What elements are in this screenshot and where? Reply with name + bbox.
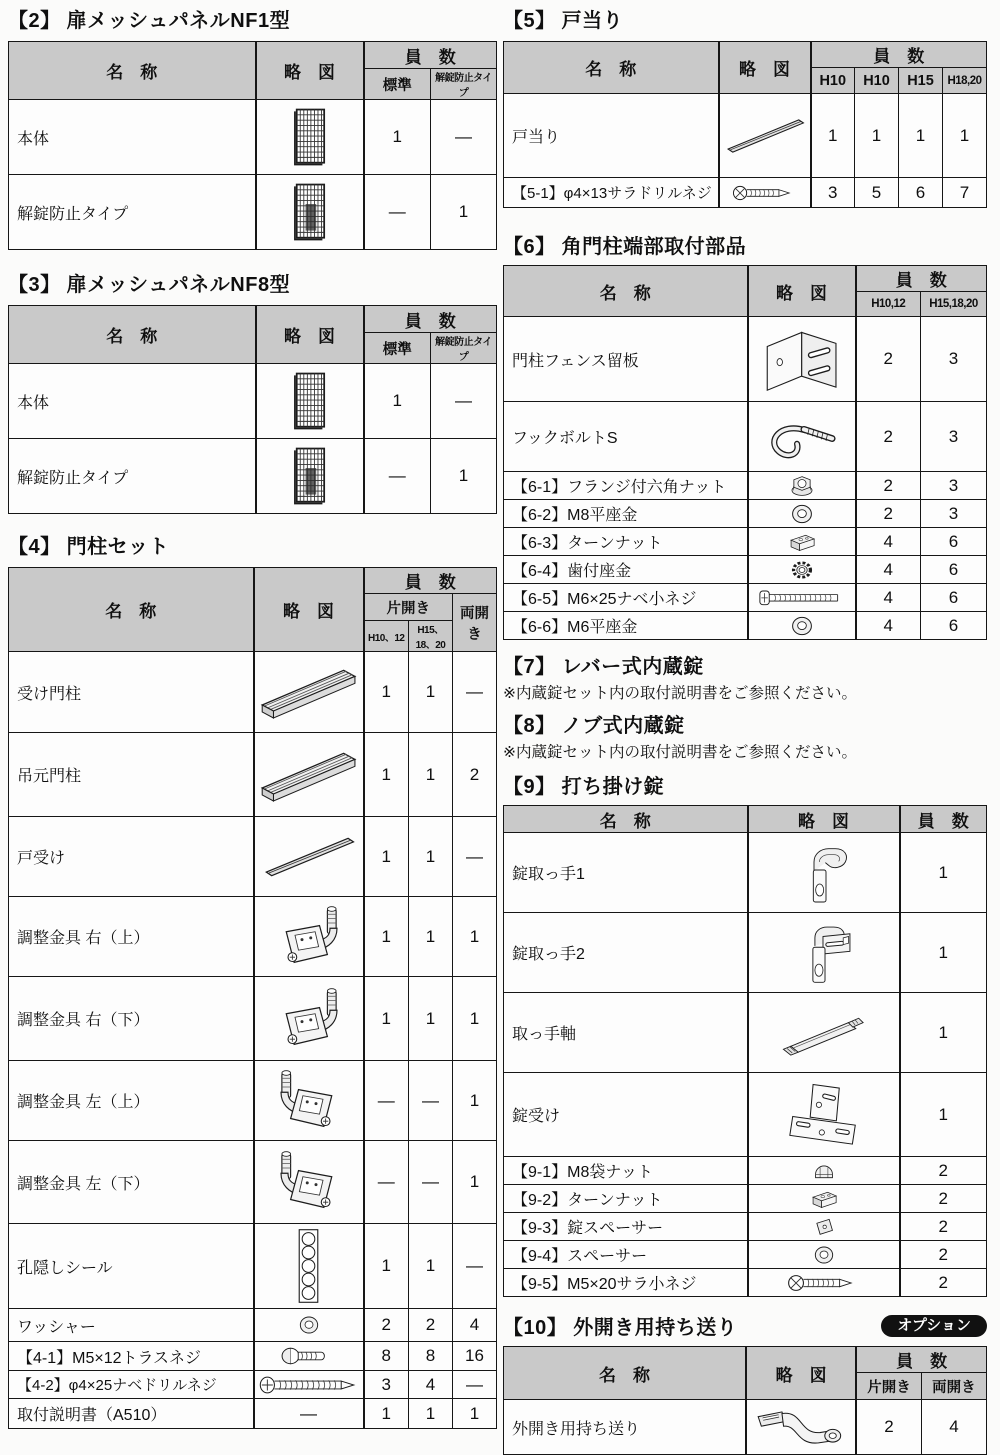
part-qty: 3 xyxy=(364,1371,409,1399)
part-name: 【9-2】ターンナット xyxy=(504,1185,748,1213)
col-header-h15: H15 xyxy=(899,68,943,94)
col-header-qty: 員 数 xyxy=(364,42,497,69)
post-bar-icon xyxy=(257,747,361,803)
part-name: 【9-4】スペーサー xyxy=(504,1241,748,1269)
col-header-h10b: H10 xyxy=(855,68,899,94)
part-name: 孔隠しシール xyxy=(9,1224,254,1309)
part-name: 錠取っ手2 xyxy=(504,913,748,993)
table-row xyxy=(504,94,987,178)
part-qty: — xyxy=(364,1141,409,1224)
col-header-qty: 員 数 xyxy=(364,306,497,333)
part-qty: 1 xyxy=(364,733,409,817)
right-column xyxy=(503,0,987,1455)
part-qty: 2 xyxy=(409,1309,453,1342)
col-header-single-swing: 片開き xyxy=(856,1373,921,1400)
washer-icon xyxy=(297,1313,321,1337)
part-name: 調整金具 右（上） xyxy=(9,897,254,977)
part-qty: 1 xyxy=(364,1399,409,1429)
table-row xyxy=(9,897,497,977)
part-name: 取付説明書（A510） xyxy=(9,1399,254,1429)
part-qty: 2 xyxy=(856,1400,921,1455)
table-row xyxy=(504,612,987,640)
part-name: フックボルトS xyxy=(504,402,748,472)
washer-icon xyxy=(789,613,815,639)
part-qty: — xyxy=(453,817,497,897)
part-qty: 3 xyxy=(921,472,987,500)
part-qty: 1 xyxy=(409,977,453,1061)
col-header-single-swing: 片開き xyxy=(364,594,453,621)
part-name: 錠受け xyxy=(504,1073,748,1157)
table-row xyxy=(9,1371,497,1399)
part-name: 外開き用持ち送り xyxy=(504,1400,747,1455)
part-qty: 2 xyxy=(900,1185,987,1213)
part-name: 【5-1】φ4×13サラドリルネジ xyxy=(504,178,719,208)
table-row xyxy=(504,556,987,584)
part-qty: 6 xyxy=(899,178,943,208)
part-qty: 7 xyxy=(943,178,987,208)
flat-screw-icon xyxy=(732,184,798,202)
part-qty: 1 xyxy=(431,175,497,250)
parts-table-doorstop xyxy=(503,41,987,208)
table-row xyxy=(9,977,497,1061)
turn-nut-icon xyxy=(807,1188,841,1210)
part-qty: 8 xyxy=(364,1342,409,1371)
table-row xyxy=(504,1269,987,1297)
part-qty: 6 xyxy=(921,612,987,640)
parts-table-nf1 xyxy=(8,41,497,250)
post-bar-icon xyxy=(257,664,361,720)
col-header-qty: 員 数 xyxy=(856,266,987,292)
part-name: 吊元門柱 xyxy=(9,733,254,817)
part-qty: — xyxy=(453,652,497,733)
part-name: 【9-3】錠スペーサー xyxy=(504,1213,748,1241)
part-qty: — xyxy=(364,1061,409,1141)
part-name: 錠取っ手1 xyxy=(504,833,748,913)
part-qty: 1 xyxy=(409,817,453,897)
part-qty: 3 xyxy=(921,317,987,402)
section-8-note: ※内蔵錠セット内の取付説明書をご参照ください。 xyxy=(503,744,857,761)
diagram-dash: — xyxy=(254,1399,364,1429)
lock-handle-1-icon xyxy=(794,837,854,909)
part-qty: 1 xyxy=(364,897,409,977)
part-qty: 4 xyxy=(856,584,921,612)
col-header-name: 名 称 xyxy=(9,568,254,652)
part-qty: — xyxy=(453,1371,497,1399)
section-10-title: 【10】 外開き用持ち送り xyxy=(503,1317,738,1339)
seal-strip-icon xyxy=(295,1227,322,1305)
table-row xyxy=(504,913,987,993)
col-header-h10: H10 xyxy=(811,68,855,94)
part-qty: 1 xyxy=(364,364,431,439)
striker-plate-icon xyxy=(784,1080,864,1150)
table-row xyxy=(504,1400,987,1455)
part-name: 解錠防止タイプ xyxy=(9,175,256,250)
part-qty: 4 xyxy=(856,556,921,584)
section-5-title: 【5】 戸当り xyxy=(503,10,624,32)
option-badge: オプション xyxy=(881,1315,987,1337)
table-row xyxy=(9,100,497,175)
section-7-note: ※内蔵錠セット内の取付説明書をご参照ください。 xyxy=(503,685,857,702)
part-qty: 2 xyxy=(856,402,921,472)
part-qty: 1 xyxy=(811,94,855,178)
table-row xyxy=(9,364,497,439)
col-header-h18-20: H18,20 xyxy=(943,68,987,94)
table-row xyxy=(9,1309,497,1342)
col-header-standard: 標準 xyxy=(364,333,431,364)
col-header-diagram: 略 図 xyxy=(748,806,900,833)
part-name: 受け門柱 xyxy=(9,652,254,733)
table-row xyxy=(9,1399,497,1429)
section-9-title: 【9】 打ち掛け錠 xyxy=(503,776,665,798)
part-qty: 6 xyxy=(921,584,987,612)
part-qty: 16 xyxy=(453,1342,497,1371)
part-qty: — xyxy=(364,439,431,514)
table-row xyxy=(504,1185,987,1213)
part-qty: 1 xyxy=(899,94,943,178)
part-qty: — xyxy=(364,175,431,250)
col-header-diagram: 略 図 xyxy=(748,266,856,317)
section-7-title: 【7】 レバー式内蔵錠 xyxy=(503,656,704,678)
parts-table-outswing-bracket xyxy=(503,1346,987,1455)
hinge-right-icon xyxy=(265,902,353,972)
table-row xyxy=(504,500,987,528)
left-column xyxy=(8,0,496,1429)
section-3-title: 【3】 扉メッシュパネルNF8型 xyxy=(8,274,291,296)
col-header-name: 名 称 xyxy=(9,42,256,100)
bracket-L-icon xyxy=(761,323,843,395)
lock-handle-2-icon xyxy=(792,917,856,989)
pan-screw-icon xyxy=(757,588,847,607)
col-header-h15-18-20: H15、18、20 xyxy=(409,621,453,652)
part-qty: — xyxy=(453,1224,497,1309)
part-qty: 4 xyxy=(921,1400,986,1455)
part-qty: 4 xyxy=(453,1309,497,1342)
parts-table-nf8 xyxy=(8,305,497,514)
mesh-panel-icon xyxy=(290,370,330,432)
part-name: 【9-1】M8袋ナット xyxy=(504,1157,748,1185)
hinge-left-icon xyxy=(265,1147,353,1217)
table-row xyxy=(504,528,987,556)
table-row xyxy=(9,652,497,733)
table-row xyxy=(9,175,497,250)
section-10-header xyxy=(503,1311,987,1340)
parts-table-corner-post xyxy=(503,265,987,640)
part-qty: 1 xyxy=(409,652,453,733)
table-row xyxy=(9,439,497,514)
part-name: 戸受け xyxy=(9,817,254,897)
part-qty: 5 xyxy=(855,178,899,208)
col-header-name: 名 称 xyxy=(504,42,719,94)
part-qty: 2 xyxy=(856,472,921,500)
part-qty: 1 xyxy=(364,100,431,175)
col-header-antiunlock: 解錠防止タイプ xyxy=(431,69,497,100)
part-qty: 1 xyxy=(900,913,987,993)
col-header-diagram: 略 図 xyxy=(254,568,364,652)
washer-icon xyxy=(789,501,815,527)
table-row xyxy=(9,1342,497,1371)
col-header-name: 名 称 xyxy=(504,1347,747,1400)
part-qty: 4 xyxy=(856,528,921,556)
part-name: 【6-4】歯付座金 xyxy=(504,556,748,584)
col-header-diagram: 略 図 xyxy=(256,42,364,100)
section-6-title: 【6】 角門柱端部取付部品 xyxy=(503,236,747,258)
col-header-name: 名 称 xyxy=(504,266,748,317)
tooth-washer-icon xyxy=(787,557,817,583)
col-header-h15-18-20: H15,18,20 xyxy=(921,292,987,317)
parts-table-gatepost-set xyxy=(8,567,497,1429)
turn-nut-icon xyxy=(785,531,819,553)
part-qty: 1 xyxy=(409,897,453,977)
part-qty: — xyxy=(409,1061,453,1141)
mesh-panel-dark-icon xyxy=(290,181,330,243)
section-2-title: 【2】 扉メッシュパネルNF1型 xyxy=(8,10,291,32)
col-header-qty: 員 数 xyxy=(856,1347,986,1373)
table-row xyxy=(504,472,987,500)
part-name: 【6-6】M6平座金 xyxy=(504,612,748,640)
part-name: 取っ手軸 xyxy=(504,993,748,1073)
part-qty: 2 xyxy=(900,1241,987,1269)
part-qty: 1 xyxy=(453,1141,497,1224)
col-header-double-swing: 両開き xyxy=(453,594,497,652)
col-header-qty: 員 数 xyxy=(364,568,497,594)
col-header-qty: 員 数 xyxy=(900,806,987,833)
table-row xyxy=(504,178,987,208)
col-header-double-swing: 両開き xyxy=(921,1373,986,1400)
part-qty: — xyxy=(409,1141,453,1224)
hinge-right-icon xyxy=(265,984,353,1054)
part-name: 調整金具 左（上） xyxy=(9,1061,254,1141)
col-header-diagram: 略 図 xyxy=(719,42,811,94)
part-qty: 1 xyxy=(943,94,987,178)
table-row xyxy=(9,1061,497,1141)
table-row xyxy=(504,833,987,913)
flat-screw-icon xyxy=(787,1273,861,1293)
cap-nut-icon xyxy=(811,1160,837,1181)
part-qty: 6 xyxy=(921,556,987,584)
part-qty: 4 xyxy=(409,1371,453,1399)
part-qty: 2 xyxy=(453,733,497,817)
part-qty: — xyxy=(431,364,497,439)
col-header-diagram: 略 図 xyxy=(256,306,364,364)
part-qty: 2 xyxy=(364,1309,409,1342)
part-qty: 2 xyxy=(856,500,921,528)
table-row xyxy=(9,733,497,817)
part-name: 【6-2】M8平座金 xyxy=(504,500,748,528)
hinge-left-icon xyxy=(265,1066,353,1136)
truss-screw-icon xyxy=(278,1346,340,1366)
part-qty: 1 xyxy=(453,1399,497,1429)
table-row xyxy=(504,317,987,402)
table-row xyxy=(504,1213,987,1241)
part-name: 【4-2】φ4×25ナベドリルネジ xyxy=(9,1371,254,1399)
parts-table-latch-lock xyxy=(503,805,987,1297)
part-qty: 1 xyxy=(364,652,409,733)
part-qty: 6 xyxy=(921,528,987,556)
hook-bolt-icon xyxy=(762,410,842,464)
part-qty: 8 xyxy=(409,1342,453,1371)
part-qty: 1 xyxy=(453,1061,497,1141)
col-header-h10-12: H10、12 xyxy=(364,621,409,652)
part-name: ワッシャー xyxy=(9,1309,254,1342)
part-qty: 1 xyxy=(364,1224,409,1309)
part-name: 【6-1】フランジ付六角ナット xyxy=(504,472,748,500)
part-qty: 1 xyxy=(900,993,987,1073)
table-row xyxy=(504,1157,987,1185)
spacer-square-icon xyxy=(811,1214,837,1239)
part-qty: 1 xyxy=(453,977,497,1061)
col-header-qty: 員 数 xyxy=(811,42,987,68)
table-row xyxy=(9,1141,497,1224)
part-name: 解錠防止タイプ xyxy=(9,439,256,514)
part-name: 【6-3】ターンナット xyxy=(504,528,748,556)
table-row xyxy=(9,1224,497,1309)
part-name: 門柱フェンス留板 xyxy=(504,317,748,402)
part-qty: 1 xyxy=(431,439,497,514)
table-row xyxy=(9,817,497,897)
handle-shaft-icon xyxy=(776,1006,872,1060)
section-8-title: 【8】 ノブ式内蔵錠 xyxy=(503,715,685,737)
part-name: 【4-1】M5×12トラスネジ xyxy=(9,1342,254,1371)
table-row xyxy=(504,584,987,612)
part-qty: 4 xyxy=(856,612,921,640)
part-qty: 3 xyxy=(811,178,855,208)
part-name: 戸当り xyxy=(504,94,719,178)
part-name: 調整金具 左（下） xyxy=(9,1141,254,1224)
part-name: 【6-5】M6×25ナベ小ネジ xyxy=(504,584,748,612)
part-qty: 3 xyxy=(921,402,987,472)
part-qty: 1 xyxy=(900,1073,987,1157)
part-qty: 1 xyxy=(364,977,409,1061)
part-qty: 1 xyxy=(453,897,497,977)
part-qty: 1 xyxy=(409,1224,453,1309)
part-name: 【9-5】M5×20サラ小ネジ xyxy=(504,1269,748,1297)
part-qty: 1 xyxy=(409,733,453,817)
table-row xyxy=(504,1241,987,1269)
part-qty: 1 xyxy=(409,1399,453,1429)
col-header-name: 名 称 xyxy=(9,306,256,364)
carry-arm-icon xyxy=(753,1404,849,1450)
col-header-standard: 標準 xyxy=(364,69,431,100)
part-qty: 2 xyxy=(900,1213,987,1241)
part-name: 本体 xyxy=(9,364,256,439)
part-name: 調整金具 右（下） xyxy=(9,977,254,1061)
part-qty: 2 xyxy=(856,317,921,402)
col-header-antiunlock: 解錠防止タイプ xyxy=(431,333,497,364)
table-row xyxy=(504,1073,987,1157)
mesh-panel-dark-icon xyxy=(290,445,330,507)
table-row xyxy=(504,402,987,472)
part-qty: — xyxy=(431,100,497,175)
section-4-title: 【4】 門柱セット xyxy=(8,536,170,558)
part-qty: 3 xyxy=(921,500,987,528)
flange-nut-icon xyxy=(787,474,817,498)
col-header-name: 名 称 xyxy=(504,806,748,833)
part-qty: 1 xyxy=(855,94,899,178)
thin-bar-icon xyxy=(722,104,808,168)
table-row xyxy=(504,993,987,1073)
mesh-panel-icon xyxy=(290,106,330,168)
col-header-h10-12: H10,12 xyxy=(856,292,921,317)
thin-bar-icon xyxy=(259,833,359,881)
col-header-diagram: 略 図 xyxy=(746,1347,856,1400)
part-qty: 1 xyxy=(364,817,409,897)
part-qty: 2 xyxy=(900,1269,987,1297)
washer-icon xyxy=(812,1243,836,1267)
part-qty: 2 xyxy=(900,1157,987,1185)
part-name: 本体 xyxy=(9,100,256,175)
drill-screw-icon xyxy=(257,1374,361,1396)
part-qty: 1 xyxy=(900,833,987,913)
